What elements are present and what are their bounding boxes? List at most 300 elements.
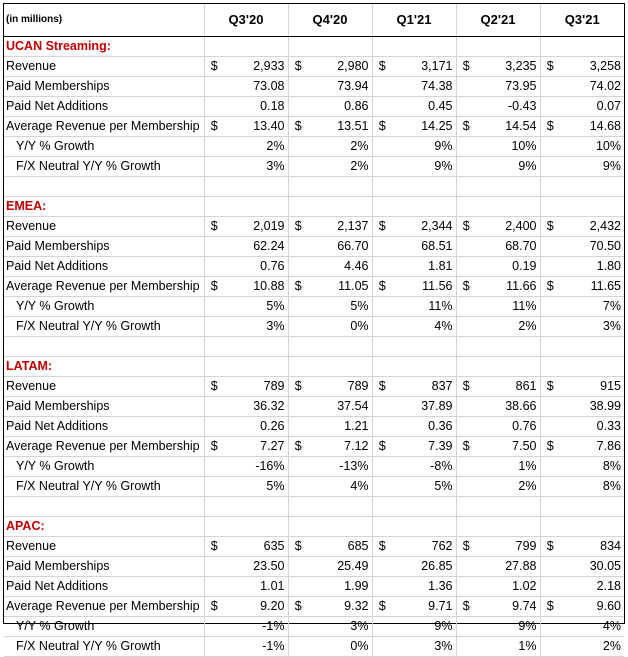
table-row (4, 437, 624, 457)
currency-symbol (204, 157, 224, 177)
region-header-row (4, 517, 624, 537)
value-cell: 37.54 (308, 397, 372, 417)
value-cell: 0.07 (560, 97, 624, 117)
value-cell: 837 (392, 377, 456, 397)
empty-cell (560, 357, 624, 377)
value-cell: 0.18 (224, 97, 288, 117)
value-cell: 3,235 (476, 57, 540, 77)
empty-cell (456, 37, 476, 57)
spacer-cell (540, 177, 560, 197)
empty-cell (308, 517, 372, 537)
value-cell: 3% (224, 157, 288, 177)
value-cell: 68.70 (476, 237, 540, 257)
currency-symbol: $ (204, 217, 224, 237)
currency-symbol (540, 577, 560, 597)
value-cell: 0.26 (224, 417, 288, 437)
spacer-row (4, 177, 624, 197)
spacer-cell (224, 337, 288, 357)
value-cell: 7.86 (560, 437, 624, 457)
value-cell: 1.02 (476, 577, 540, 597)
spacer-cell (288, 497, 308, 517)
empty-cell (224, 517, 288, 537)
row-label: Paid Memberships (4, 77, 204, 97)
value-cell: 2% (476, 317, 540, 337)
value-cell: 10% (476, 137, 540, 157)
value-cell: 3,171 (392, 57, 456, 77)
value-cell: 73.08 (224, 77, 288, 97)
spacer-cell (476, 177, 540, 197)
empty-cell (308, 37, 372, 57)
value-cell: 1% (476, 457, 540, 477)
region-name: UCAN Streaming: (4, 37, 204, 57)
value-cell: 11.66 (476, 277, 540, 297)
currency-symbol: $ (288, 57, 308, 77)
currency-symbol (204, 137, 224, 157)
currency-symbol (372, 237, 392, 257)
row-label: Revenue (4, 57, 204, 77)
empty-cell (560, 197, 624, 217)
financial-table-sheet (3, 3, 625, 653)
spacer-cell (4, 177, 204, 197)
currency-symbol: $ (540, 537, 560, 557)
currency-symbol (288, 417, 308, 437)
value-cell: 11% (392, 297, 456, 317)
currency-symbol (540, 557, 560, 577)
row-label: F/X Neutral Y/Y % Growth (4, 477, 204, 497)
value-cell: 9.74 (476, 597, 540, 617)
currency-symbol (288, 97, 308, 117)
value-cell: -0.43 (476, 97, 540, 117)
currency-symbol: $ (372, 277, 392, 297)
spacer-cell (456, 337, 476, 357)
currency-symbol: $ (456, 437, 476, 457)
currency-symbol: $ (372, 597, 392, 617)
value-cell: 9% (392, 617, 456, 637)
row-label: Paid Net Additions (4, 97, 204, 117)
row-label: Average Revenue per Membership (4, 597, 204, 617)
currency-symbol (204, 557, 224, 577)
empty-cell (540, 357, 560, 377)
value-cell: 10.88 (224, 277, 288, 297)
value-cell: 0.76 (476, 417, 540, 437)
value-cell: 799 (476, 537, 540, 557)
empty-cell (288, 357, 308, 377)
currency-symbol: $ (204, 117, 224, 137)
row-label: Paid Memberships (4, 237, 204, 257)
currency-symbol (456, 257, 476, 277)
empty-cell (476, 357, 540, 377)
value-cell: 13.40 (224, 117, 288, 137)
currency-symbol: $ (204, 277, 224, 297)
period-header: Q3'20 (204, 4, 288, 37)
currency-symbol: $ (540, 117, 560, 137)
currency-symbol: $ (456, 57, 476, 77)
table-row (4, 217, 624, 237)
currency-symbol: $ (204, 537, 224, 557)
currency-symbol (372, 577, 392, 597)
currency-symbol (372, 557, 392, 577)
empty-cell (308, 357, 372, 377)
currency-symbol (456, 397, 476, 417)
value-cell: 2% (476, 477, 540, 497)
currency-symbol (288, 577, 308, 597)
currency-symbol (456, 477, 476, 497)
currency-symbol: $ (456, 537, 476, 557)
currency-symbol (288, 237, 308, 257)
table-row (4, 237, 624, 257)
value-cell: 11.65 (560, 277, 624, 297)
row-label: Revenue (4, 377, 204, 397)
row-label: Y/Y % Growth (4, 297, 204, 317)
spacer-cell (540, 337, 560, 357)
value-cell: 9% (476, 617, 540, 637)
value-cell: 2,019 (224, 217, 288, 237)
row-label: F/X Neutral Y/Y % Growth (4, 157, 204, 177)
value-cell: 0% (308, 317, 372, 337)
currency-symbol: $ (456, 117, 476, 137)
period-header: Q2'21 (456, 4, 540, 37)
currency-symbol (204, 97, 224, 117)
table-row (4, 537, 624, 557)
value-cell: 62.24 (224, 237, 288, 257)
spacer-cell (204, 337, 224, 357)
table-row (4, 637, 624, 657)
currency-symbol (456, 637, 476, 657)
row-label: Revenue (4, 217, 204, 237)
value-cell: 789 (224, 377, 288, 397)
table-row (4, 257, 624, 277)
currency-symbol: $ (288, 277, 308, 297)
value-cell: 2% (560, 637, 624, 657)
currency-symbol (540, 317, 560, 337)
value-cell: 13.51 (308, 117, 372, 137)
value-cell: 14.25 (392, 117, 456, 137)
currency-symbol (288, 77, 308, 97)
spacer-cell (560, 337, 624, 357)
empty-cell (288, 37, 308, 57)
region-name: APAC: (4, 517, 204, 537)
spacer-cell (308, 177, 372, 197)
value-cell: 7% (560, 297, 624, 317)
currency-symbol (540, 257, 560, 277)
value-cell: 9% (560, 157, 624, 177)
period-header: Q4'20 (288, 4, 372, 37)
value-cell: 5% (224, 477, 288, 497)
currency-symbol (456, 417, 476, 437)
row-label: Y/Y % Growth (4, 457, 204, 477)
currency-symbol (288, 477, 308, 497)
table-row (4, 557, 624, 577)
spacer-cell (560, 177, 624, 197)
currency-symbol (540, 157, 560, 177)
currency-symbol (540, 397, 560, 417)
regional-metrics-table (4, 4, 624, 657)
currency-symbol: $ (540, 597, 560, 617)
region-header-row (4, 37, 624, 57)
currency-symbol: $ (372, 217, 392, 237)
spacer-cell (560, 497, 624, 517)
value-cell: 3% (308, 617, 372, 637)
value-cell: 3% (224, 317, 288, 337)
empty-cell (372, 517, 392, 537)
value-cell: 2.18 (560, 577, 624, 597)
value-cell: 9.32 (308, 597, 372, 617)
currency-symbol (540, 237, 560, 257)
currency-symbol (540, 417, 560, 437)
table-row (4, 377, 624, 397)
empty-cell (540, 517, 560, 537)
table-row (4, 137, 624, 157)
value-cell: 9% (392, 157, 456, 177)
value-cell: 1.36 (392, 577, 456, 597)
spacer-cell (4, 497, 204, 517)
row-label: Average Revenue per Membership (4, 117, 204, 137)
empty-cell (204, 357, 224, 377)
currency-symbol: $ (456, 597, 476, 617)
spacer-cell (288, 177, 308, 197)
empty-cell (476, 197, 540, 217)
spacer-cell (372, 177, 392, 197)
currency-symbol (372, 137, 392, 157)
empty-cell (392, 37, 456, 57)
value-cell: 2% (308, 137, 372, 157)
value-cell: 25.49 (308, 557, 372, 577)
currency-symbol: $ (204, 597, 224, 617)
value-cell: 7.12 (308, 437, 372, 457)
value-cell: 38.99 (560, 397, 624, 417)
empty-cell (560, 37, 624, 57)
value-cell: 5% (392, 477, 456, 497)
value-cell: 36.32 (224, 397, 288, 417)
currency-symbol (372, 157, 392, 177)
row-label: Average Revenue per Membership (4, 437, 204, 457)
currency-symbol (204, 257, 224, 277)
spacer-cell (392, 177, 456, 197)
currency-symbol (204, 317, 224, 337)
units-label: (in millions) (4, 4, 204, 37)
spacer-row (4, 497, 624, 517)
spacer-cell (288, 337, 308, 357)
empty-cell (308, 197, 372, 217)
value-cell: 23.50 (224, 557, 288, 577)
table-row (4, 157, 624, 177)
value-cell: 0% (308, 637, 372, 657)
currency-symbol (372, 417, 392, 437)
currency-symbol (540, 297, 560, 317)
value-cell: 9.71 (392, 597, 456, 617)
value-cell: -13% (308, 457, 372, 477)
value-cell: 3% (560, 317, 624, 337)
period-header: Q1'21 (372, 4, 456, 37)
table-row (4, 77, 624, 97)
currency-symbol (456, 577, 476, 597)
table-row (4, 297, 624, 317)
empty-cell (372, 357, 392, 377)
value-cell: 4% (392, 317, 456, 337)
currency-symbol: $ (288, 217, 308, 237)
value-cell: 1.81 (392, 257, 456, 277)
value-cell: 7.27 (224, 437, 288, 457)
currency-symbol (204, 397, 224, 417)
empty-cell (476, 517, 540, 537)
currency-symbol: $ (288, 437, 308, 457)
value-cell: 3% (392, 637, 456, 657)
currency-symbol (456, 297, 476, 317)
currency-symbol (204, 477, 224, 497)
value-cell: 14.54 (476, 117, 540, 137)
value-cell: 73.94 (308, 77, 372, 97)
empty-cell (288, 197, 308, 217)
currency-symbol (540, 137, 560, 157)
currency-symbol: $ (204, 57, 224, 77)
currency-symbol (288, 637, 308, 657)
empty-cell (476, 37, 540, 57)
value-cell: 1.01 (224, 577, 288, 597)
value-cell: 9.60 (560, 597, 624, 617)
value-cell: 8% (560, 477, 624, 497)
value-cell: 14.68 (560, 117, 624, 137)
spacer-cell (392, 497, 456, 517)
currency-symbol (288, 397, 308, 417)
currency-symbol (540, 477, 560, 497)
value-cell: 5% (308, 297, 372, 317)
value-cell: 9% (476, 157, 540, 177)
value-cell: -8% (392, 457, 456, 477)
spacer-row (4, 337, 624, 357)
currency-symbol (540, 457, 560, 477)
empty-cell (560, 517, 624, 537)
currency-symbol (288, 137, 308, 157)
currency-symbol (288, 457, 308, 477)
value-cell: 4% (308, 477, 372, 497)
currency-symbol: $ (372, 57, 392, 77)
empty-cell (456, 357, 476, 377)
spacer-cell (308, 497, 372, 517)
value-cell: 0.19 (476, 257, 540, 277)
value-cell: 1.21 (308, 417, 372, 437)
row-label: Paid Net Additions (4, 417, 204, 437)
currency-symbol: $ (456, 277, 476, 297)
value-cell: 1% (476, 637, 540, 657)
row-label: Y/Y % Growth (4, 137, 204, 157)
empty-cell (392, 197, 456, 217)
value-cell: 11.05 (308, 277, 372, 297)
empty-cell (456, 517, 476, 537)
value-cell: 26.85 (392, 557, 456, 577)
currency-symbol: $ (540, 277, 560, 297)
table-row (4, 397, 624, 417)
currency-symbol (288, 257, 308, 277)
currency-symbol (288, 557, 308, 577)
value-cell: 30.05 (560, 557, 624, 577)
currency-symbol (204, 637, 224, 657)
value-cell: 73.95 (476, 77, 540, 97)
empty-cell (204, 197, 224, 217)
currency-symbol (372, 317, 392, 337)
empty-cell (372, 197, 392, 217)
empty-cell (392, 517, 456, 537)
currency-symbol: $ (372, 537, 392, 557)
empty-cell (224, 37, 288, 57)
currency-symbol (372, 257, 392, 277)
currency-symbol (288, 297, 308, 317)
row-label: Paid Net Additions (4, 577, 204, 597)
table-row (4, 97, 624, 117)
currency-symbol (204, 297, 224, 317)
currency-symbol: $ (204, 437, 224, 457)
value-cell: 2,980 (308, 57, 372, 77)
currency-symbol: $ (456, 377, 476, 397)
currency-symbol (540, 77, 560, 97)
value-cell: 2% (308, 157, 372, 177)
empty-cell (540, 37, 560, 57)
empty-cell (456, 197, 476, 217)
value-cell: 0.33 (560, 417, 624, 437)
row-label: Paid Memberships (4, 397, 204, 417)
value-cell: 1.80 (560, 257, 624, 277)
spacer-cell (372, 337, 392, 357)
currency-symbol: $ (288, 377, 308, 397)
currency-symbol (204, 457, 224, 477)
value-cell: 2,432 (560, 217, 624, 237)
table-row (4, 457, 624, 477)
currency-symbol (372, 97, 392, 117)
currency-symbol: $ (288, 597, 308, 617)
spacer-cell (392, 337, 456, 357)
value-cell: 635 (224, 537, 288, 557)
currency-symbol: $ (456, 217, 476, 237)
value-cell: 7.50 (476, 437, 540, 457)
spacer-cell (224, 497, 288, 517)
currency-symbol (372, 637, 392, 657)
currency-symbol (372, 297, 392, 317)
row-label: F/X Neutral Y/Y % Growth (4, 317, 204, 337)
currency-symbol (456, 77, 476, 97)
value-cell: 9.20 (224, 597, 288, 617)
currency-symbol (204, 77, 224, 97)
value-cell: 70.50 (560, 237, 624, 257)
currency-symbol: $ (372, 437, 392, 457)
value-cell: -1% (224, 637, 288, 657)
currency-symbol (456, 157, 476, 177)
region-header-row (4, 197, 624, 217)
header-row (4, 4, 624, 37)
table-row (4, 577, 624, 597)
value-cell: 3,258 (560, 57, 624, 77)
currency-symbol: $ (288, 537, 308, 557)
value-cell: 27.88 (476, 557, 540, 577)
currency-symbol (288, 157, 308, 177)
spacer-cell (4, 337, 204, 357)
currency-symbol (204, 417, 224, 437)
spacer-cell (540, 497, 560, 517)
currency-symbol (372, 77, 392, 97)
currency-symbol (456, 457, 476, 477)
currency-symbol (204, 237, 224, 257)
region-name: EMEA: (4, 197, 204, 217)
table-body (4, 4, 624, 657)
value-cell: 0.76 (224, 257, 288, 277)
value-cell: 915 (560, 377, 624, 397)
currency-symbol: $ (372, 117, 392, 137)
currency-symbol: $ (540, 437, 560, 457)
value-cell: 2,137 (308, 217, 372, 237)
currency-symbol (540, 637, 560, 657)
value-cell: 11% (476, 297, 540, 317)
region-header-row (4, 357, 624, 377)
currency-symbol (372, 477, 392, 497)
value-cell: 74.02 (560, 77, 624, 97)
